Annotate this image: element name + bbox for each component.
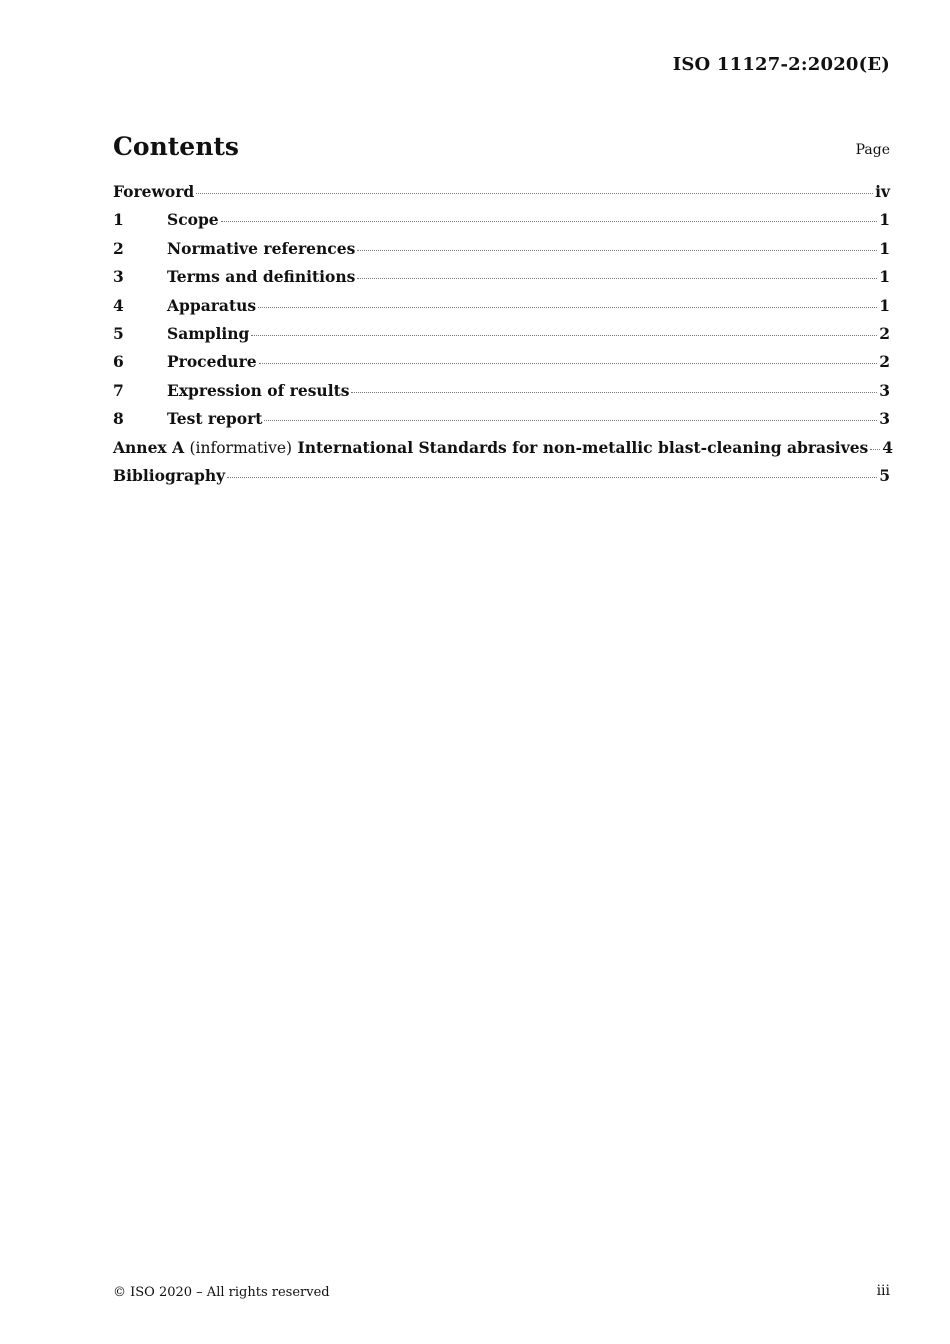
toc-entry-normative-references[interactable] bbox=[113, 239, 890, 267]
dot-leader bbox=[251, 335, 877, 336]
toc-entry-number: 3 bbox=[113, 267, 124, 287]
toc-heading bbox=[113, 132, 890, 166]
toc-entry-title: Apparatus bbox=[167, 295, 257, 315]
toc-entry-page: 3 bbox=[879, 409, 890, 429]
table-of-contents bbox=[113, 182, 894, 494]
toc-entry-number: 1 bbox=[113, 210, 124, 230]
toc-entry-title: Sampling bbox=[167, 323, 250, 343]
toc-entry-number: 8 bbox=[113, 409, 124, 429]
toc-entry-page: 1 bbox=[879, 210, 890, 230]
toc-entry-page: iv bbox=[875, 182, 890, 201]
page-number: iii bbox=[876, 1283, 890, 1299]
dot-leader bbox=[227, 477, 877, 478]
toc-entry-title: Test report bbox=[167, 409, 263, 429]
toc-entry-procedure[interactable] bbox=[113, 352, 890, 380]
toc-entry-title: Procedure bbox=[167, 352, 257, 372]
dot-leader bbox=[870, 449, 880, 450]
toc-entry-number: 4 bbox=[113, 295, 124, 315]
document-identifier: ISO 11127-2:2020(E) bbox=[672, 54, 890, 75]
toc-entry-number: 7 bbox=[113, 380, 124, 400]
toc-entry-title: Bibliography bbox=[113, 465, 226, 485]
toc-entry-page: 3 bbox=[879, 380, 890, 400]
toc-entry-title: Scope bbox=[167, 210, 219, 230]
toc-entry-title: Normative references bbox=[167, 238, 356, 258]
copyright-notice: © ISO 2020 – All rights reserved bbox=[113, 1285, 330, 1300]
toc-entry-annex-a[interactable] bbox=[113, 437, 894, 466]
toc-entry-page: 1 bbox=[879, 267, 890, 287]
toc-entry-foreword[interactable] bbox=[113, 182, 890, 210]
toc-entry-apparatus[interactable] bbox=[113, 296, 890, 324]
dot-leader bbox=[351, 392, 877, 393]
toc-entry-expression-of-results[interactable] bbox=[113, 381, 890, 409]
dot-leader bbox=[259, 363, 878, 364]
toc-entry-title: Expression of results bbox=[167, 380, 350, 400]
toc-entry-number: 2 bbox=[113, 238, 124, 258]
toc-entry-number: 6 bbox=[113, 352, 124, 372]
toc-entry-title: International Standards for non-metallic blast-cleaning abrasives bbox=[297, 437, 869, 457]
dot-leader bbox=[221, 221, 878, 222]
toc-entry-terms-and-definitions[interactable] bbox=[113, 267, 890, 295]
toc-entry-title: Terms and definitions bbox=[167, 267, 356, 287]
toc-entry-title: Foreword bbox=[113, 182, 195, 201]
annex-qualifier: (informative) bbox=[189, 438, 293, 457]
toc-entry-page: 5 bbox=[879, 465, 890, 485]
dot-leader bbox=[357, 250, 877, 251]
toc-entry-sampling[interactable] bbox=[113, 324, 890, 352]
toc-entry-page: 4 bbox=[882, 437, 894, 457]
toc-entry-test-report[interactable] bbox=[113, 409, 890, 437]
toc-entry-page: 1 bbox=[879, 238, 890, 258]
toc-entry-bibliography[interactable] bbox=[113, 466, 890, 494]
toc-entry-page: 2 bbox=[879, 352, 890, 372]
page-column-label: Page bbox=[855, 142, 890, 158]
dot-leader bbox=[264, 420, 877, 421]
dot-leader bbox=[258, 307, 877, 308]
toc-entry-scope[interactable] bbox=[113, 210, 890, 238]
dot-leader bbox=[196, 193, 873, 194]
page-title: Contents bbox=[113, 132, 240, 161]
toc-entry-page: 1 bbox=[879, 295, 890, 315]
dot-leader bbox=[357, 278, 877, 279]
toc-entry-page: 2 bbox=[879, 323, 890, 343]
annex-label: Annex A bbox=[113, 437, 185, 457]
toc-entry-number: 5 bbox=[113, 323, 124, 343]
